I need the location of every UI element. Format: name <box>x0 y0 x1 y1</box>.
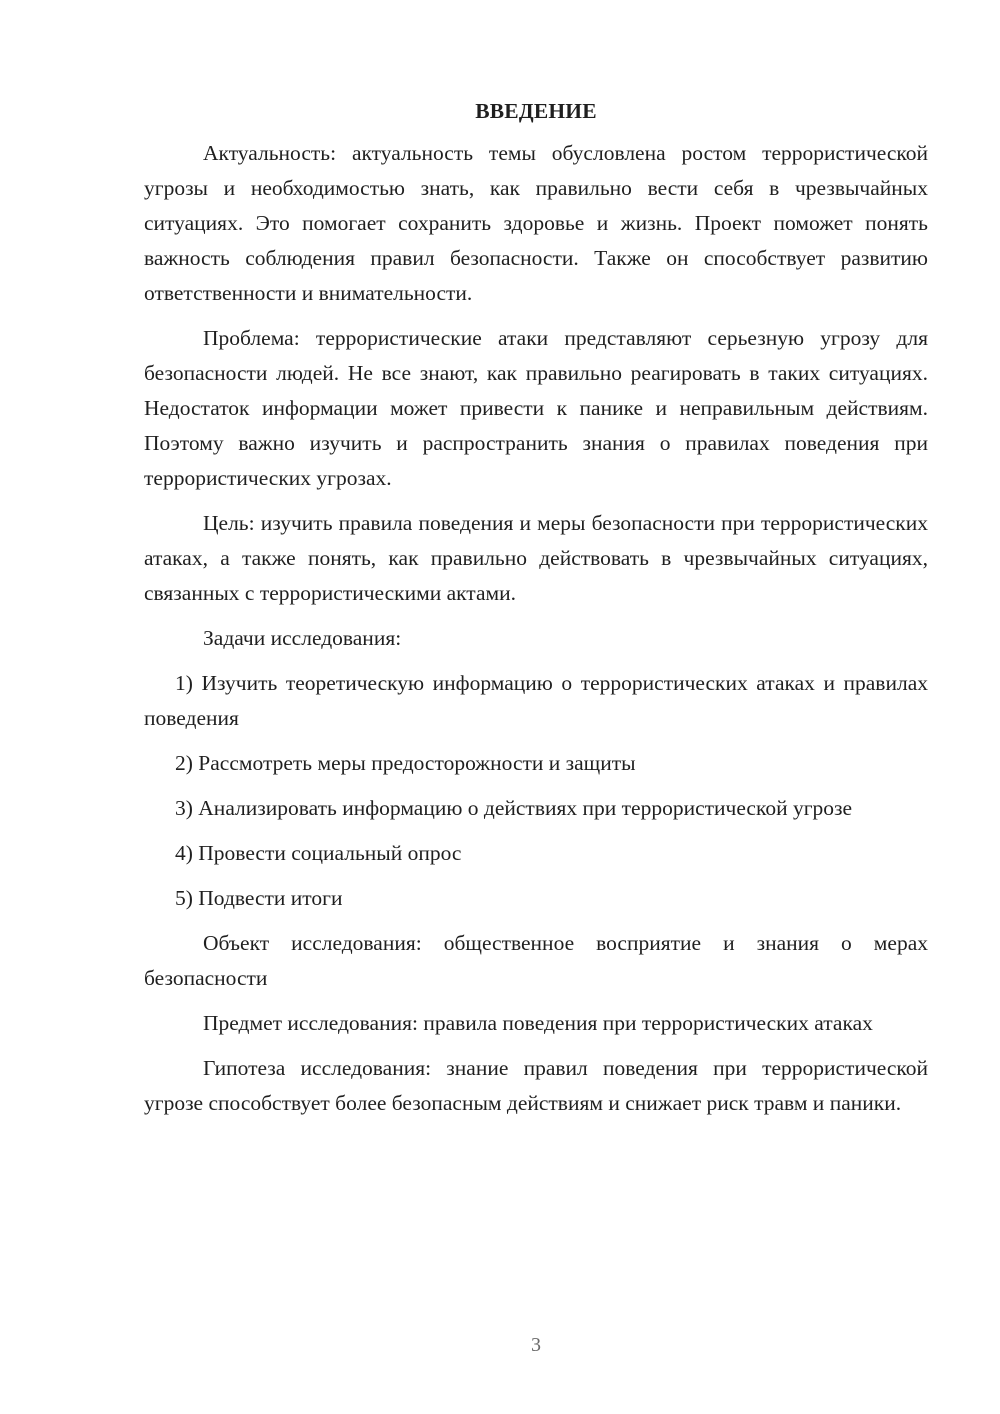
hypothesis-paragraph: Гипотеза исследования: знание правил поведения при террористической угрозе способствует более безопасным действиям и снижает риск травм и паники. <box>144 1056 928 1115</box>
page-number: 3 <box>531 1334 541 1356</box>
task-item-5: 5) Подвести итоги <box>175 886 343 910</box>
relevance-paragraph: Актуальность: актуальность темы обусловлена ростом террористической угрозы и необходимостью знать, как правильно вести себя в чрезвычайных ситуациях. Это помогает сохранить здоровье и жизнь. Проект поможет понять важность соблюдения правил безопасности. Также он способствует развитию ответственности и внимательности. <box>144 141 928 305</box>
page-title: ВВЕДЕНИЕ <box>475 99 597 123</box>
goal-paragraph: Цель: изучить правила поведения и меры безопасности при террористических атаках, а также понять, как правильно действовать в чрезвычайных ситуациях, связанных с террористическими актами. <box>144 511 928 605</box>
subject-paragraph: Предмет исследования: правила поведения при террористических атаках <box>203 1011 873 1035</box>
problem-paragraph: Проблема: террористические атаки представляют серьезную угрозу для безопасности людей. Не все знают, как правильно реагировать в таких ситуациях. Недостаток информации может привести к панике и неправильным действиям. Поэтому важно изучить и распространить знания о правилах поведения при террористических угрозах. <box>144 326 928 490</box>
task-item-2: 2) Рассмотреть меры предосторожности и защиты <box>175 751 636 775</box>
task-item-3: 3) Анализировать информацию о действиях при террористической угрозе <box>175 796 853 820</box>
task-item-4: 4) Провести социальный опрос <box>175 841 462 865</box>
object-paragraph: Объект исследования: общественное восприятие и знания о мерах безопасности <box>144 931 928 990</box>
task-item-1: 1) Изучить теоретическую информацию о террористических атаках и правилах поведения <box>144 671 928 730</box>
tasks-heading: Задачи исследования: <box>203 626 402 650</box>
document-page <box>144 96 928 1131</box>
